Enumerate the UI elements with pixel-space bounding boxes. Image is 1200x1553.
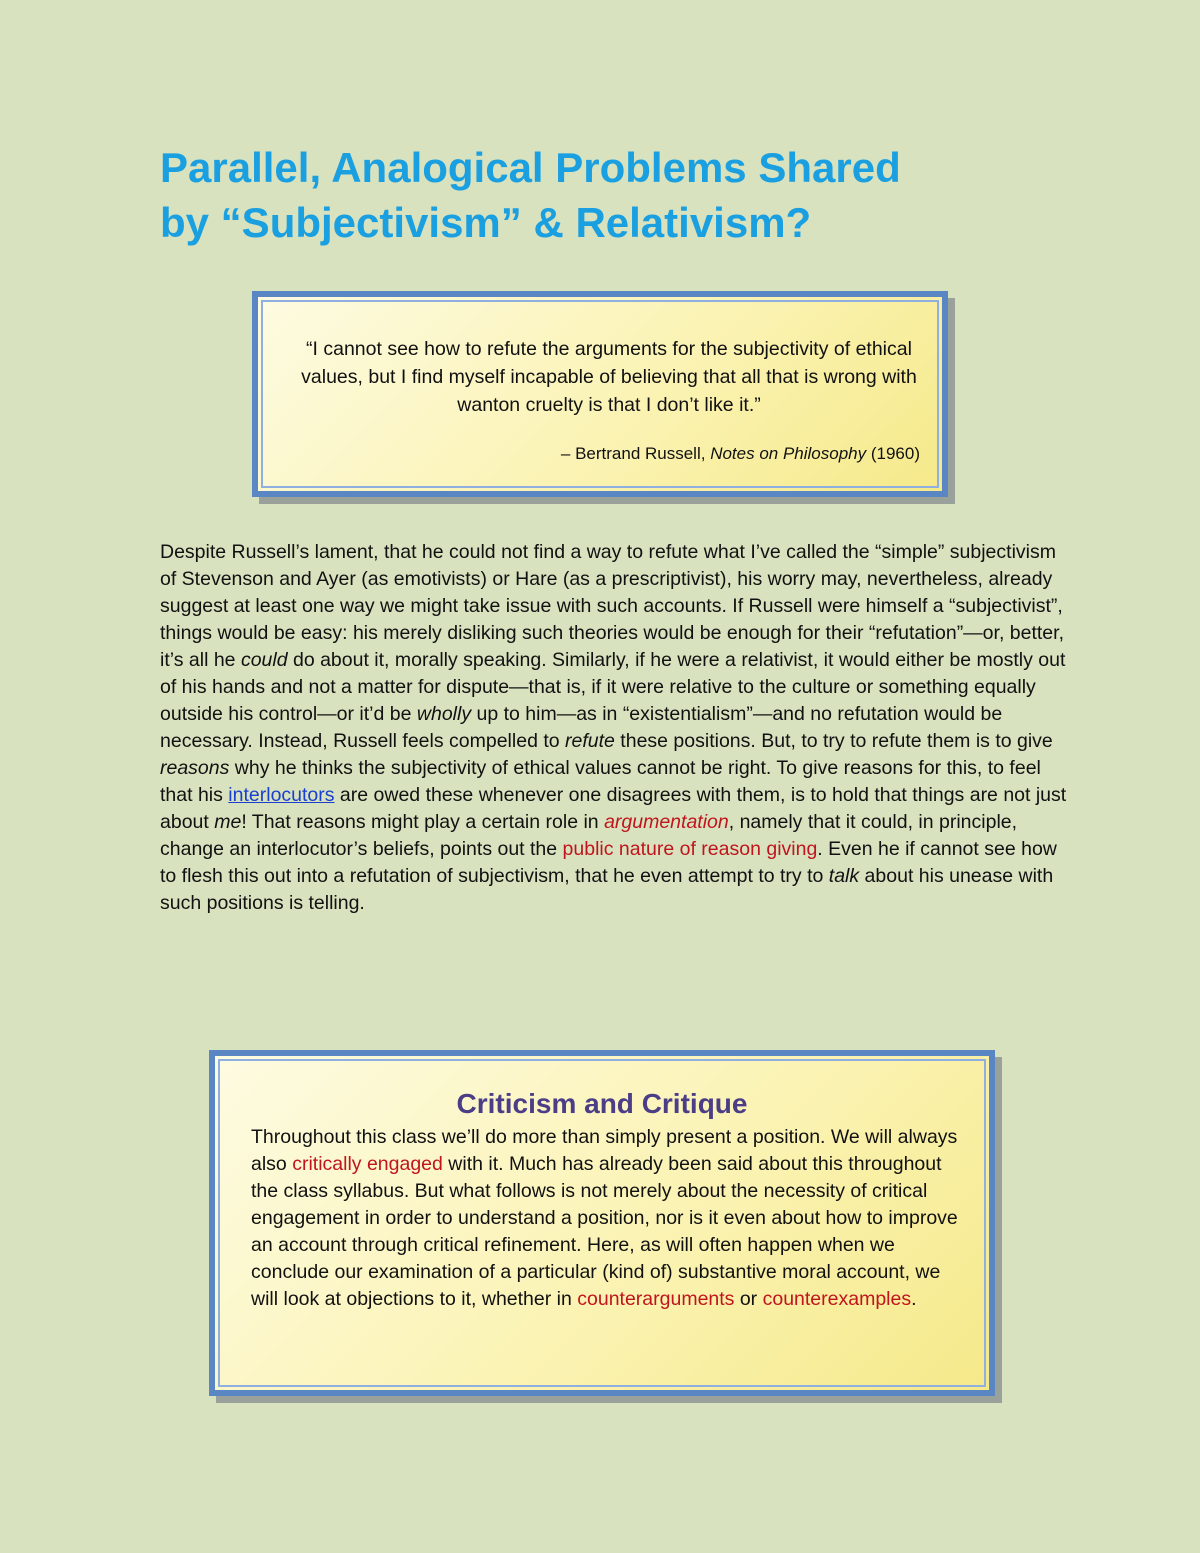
- critically-engaged-term: critically engaged: [292, 1153, 443, 1175]
- body-text-7: ! That reasons might play a certain role in: [241, 811, 605, 833]
- body-paragraph: [160, 539, 1070, 917]
- page-title: [160, 140, 1060, 250]
- attribution-work: Notes on Philosophy: [710, 444, 867, 463]
- critique-text-2: with it. Much has already been said about this throughout the class syllabus. But what follows is not merely about the necessity of critical engagement in order to understand a position, nor is it even about how to improve an account through critical refinement. Here, as will often happen when we conclude our examination of a particular (kind of) substantive moral account, we will look at objections to it, whether in: [251, 1153, 958, 1310]
- emphasis-wholly: wholly: [416, 703, 472, 725]
- critique-text-3: or: [734, 1288, 763, 1310]
- body-text-6: are owed these whenever one disagrees with them, is to hold that things are not just about: [160, 784, 1067, 833]
- critique-text-4: .: [911, 1288, 917, 1310]
- page-title-line-1: Parallel, Analogical Problems Shared: [160, 144, 901, 191]
- argumentation-term: argumentation: [604, 811, 729, 833]
- body-text-1: Despite Russell’s lament, that he could not find a way to refute what I’ve called the “simple” subjectivism of Stevenson and Ayer (as emotivists) or Hare (as a prescriptivist), his worry may, nevertheless, already suggest at least one way we might take issue with such accounts. If Russell were himself a “subjectivist”, things would be easy: his merely disliking such theories would be enough for their “refutation”—or, better, it’s all he: [160, 541, 1064, 671]
- critique-text-1: Throughout this class we’ll do more than simply present a position. We will always also: [251, 1126, 958, 1175]
- body-text-4: these positions. But, to try to refute them is to give: [614, 730, 1053, 752]
- emphasis-me: me: [214, 811, 242, 833]
- attribution-author: – Bertrand Russell,: [560, 444, 711, 463]
- critique-box: [209, 1050, 995, 1396]
- emphasis-talk: talk: [828, 865, 860, 887]
- body-text-8: , namely that it could, in principle, change an interlocutor’s beliefs, points out the: [160, 811, 1018, 860]
- critique-heading: Criticism and Critique: [456, 1088, 748, 1119]
- public-reason-term: public nature of reason giving: [562, 838, 818, 860]
- russell-quote: “I cannot see how to refute the arguments for the subjectivity of ethical values, but I find myself incapable of believing that all that is wrong with wanton cruelty is that I don’t like it.”: [301, 338, 917, 416]
- body-text-5: why he thinks the subjectivity of ethical values cannot be right. To give reasons for this, to feel that his: [160, 757, 1041, 806]
- critique-text: [251, 1124, 969, 1313]
- body-text-3: up to him—as in “existentialism”—and no refutation would be necessary. Instead, Russell feels compelled to: [160, 703, 1003, 752]
- body-text-9: . Even he if cannot see how to flesh this out into a refutation of subjectivism, that he even attempt to try to: [160, 838, 1057, 887]
- emphasis-reasons: reasons: [160, 757, 230, 779]
- page-title-line-2: by “Subjectivism” & Relativism?: [160, 199, 812, 246]
- counterexamples-term: counterexamples: [762, 1288, 912, 1310]
- body-text-10: about his unease with such positions is telling.: [160, 865, 1054, 914]
- quote-attribution: [561, 442, 920, 466]
- counterarguments-term: counterarguments: [577, 1288, 735, 1310]
- emphasis-could: could: [240, 649, 288, 671]
- interlocutors-link[interactable]: interlocutors: [228, 784, 335, 806]
- attribution-year: (1960): [866, 444, 920, 463]
- body-text-2: do about it, morally speaking. Similarly, if he were a relativist, it would either be mostly out of his hands and not a matter for dispute—that is, if it were relative to the culture or something equally outside his control—or it’d be: [160, 649, 1066, 725]
- emphasis-refute: refute: [565, 730, 615, 752]
- quote-box: [252, 291, 948, 497]
